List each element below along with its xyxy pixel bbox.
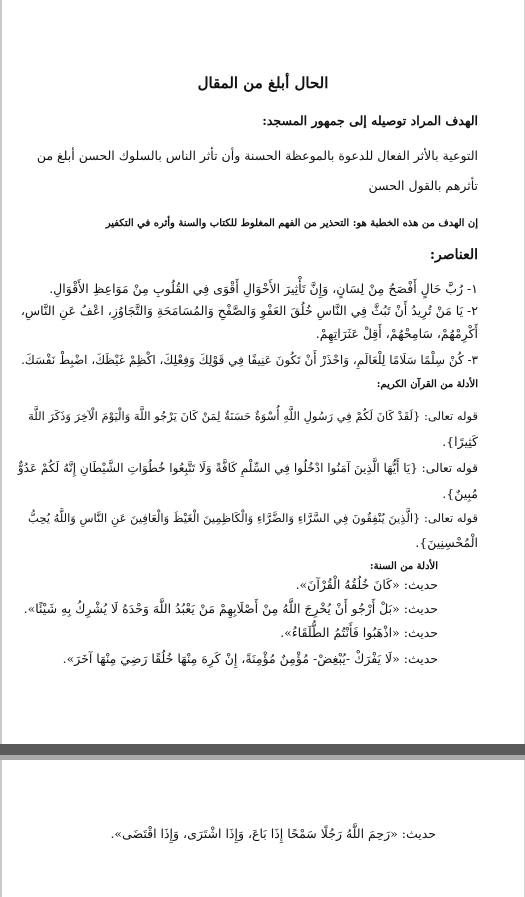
element-item-1: ١- رُبَّ حَالٍ أَفْصَحُ مِنْ لِسَانٍ، وَإِنَّ تَأْثِيرَ الأَحْوَالِ أَقْوَى فِي القُلُوبِ مِنْ مَوَاعِظِ الأَقْوَالِ. — [49, 281, 478, 296]
sermon-goal: إن الهدف من هذه الخطبة هو: التحذير من الفهم المغلوط للكتاب والسنة وأثره في التكفير — [105, 218, 478, 229]
sunnah-heading: الأدلة من السنة: — [369, 561, 438, 572]
page-separator — [0, 744, 525, 755]
quran-verse-2: قوله تعالى: {يَا أَيُّهَا الَّذِينَ آمَنُوا ادْخُلُوا فِي السِّلْمِ كَافَّةً وَلَا تَتَّبِعُوا خُطُوَاتِ الشَّيْطَانِ إِنَّهُ لَكُمْ عَدُوٌّ — [17, 461, 478, 475]
goal-heading: الهدف المراد توصيله إلى جمهور المسجد: — [262, 113, 478, 128]
quran-verse-2-end: مُبِينٌ}. — [442, 486, 478, 501]
element-item-3: ٣- كُنْ سِلْمًا سَلَامًا لِلْعَالَمِ، وَاحْذَرْ أَنْ تَكُونَ عَنِيفًا فِي قَوْلِكَ وَفِعْلِكَ، اكْظِمْ غَيْظَكَ، اضْبِطْ نَفْسَكَ. — [21, 353, 478, 367]
quran-verse-3-end: الْمُحْسِنِينَ}. — [415, 535, 478, 550]
element-item-2: ٢- يَا مَنْ تُرِيدُ أَنْ تَبُثَّ فِي النَّاسِ خُلُقَ العَفْوِ وَالصَّفْحِ وَالمُسَامَحَةِ وَالتَّجَاوُزِ، اعْفُ عَنِ النَّاسِ، — [20, 303, 478, 318]
hadith-3: حديث: «اذْهَبُوا فَأَنْتُمُ الطُّلَقَاءُ». — [280, 625, 438, 640]
page2-hadith: حديث: «رَحِمَ اللَّهُ رَجُلًا سَمْحًا إِذَا بَاعَ، وَإِذَا اشْتَرَى، وَإِذَا اقْتَضَى». — [110, 826, 436, 841]
document-page-2 — [2, 760, 524, 897]
element-item-2-continued: أَكْرِمْهُمْ، سَامِحْهُمْ، أَقِلْ عَثَرَاتِهِمْ. — [315, 326, 478, 341]
quran-heading: الأدلة من القرآن الكريم: — [376, 379, 478, 390]
elements-heading: العناصر: — [429, 247, 478, 263]
document-page-1 — [2, 0, 524, 744]
goal-text-line-1: التوعية بالأثر الفعال للدعوة بالموعظة الحسنة وأن تأثر الناس بالسلوك الحسن أبلغ من — [36, 148, 478, 163]
quran-verse-3: قوله تعالى: {الَّذِينَ يُنْفِقُونَ فِي السَّرَّاءِ وَالضَّرَّاءِ وَالْكَاظِمِينَ الْغَيْظَ وَالْعَافِينَ عَنِ النَّاسِ وَاللَّهُ يُحِبُّ — [28, 511, 478, 525]
hadith-4: حديث: «لَا يَفْرَكْ -يُبْغِضْ- مُؤْمِنٌ مُؤْمِنَةً، إِنْ كَرِهَ مِنْهَا خُلُقًا رَضِيَ مِنْهَا آخَرَ». — [62, 651, 438, 666]
document-title: الحال أبلغ من المقال — [197, 74, 329, 92]
hadith-1: حديث: «كَانَ خُلُقُهُ الْقُرْآنَ». — [295, 577, 438, 592]
goal-text-line-2: تأثرهم بالقول الحسن — [368, 178, 478, 193]
hadith-2: حديث: «بَلْ أَرْجُو أَنْ يُخْرِجَ اللَّهُ مِنْ أَصْلَابِهِمْ مَنْ يَعْبُدُ اللَّهَ وَحْدَهُ لَا يُشْرِكُ بِهِ شَيْئًا». — [23, 601, 438, 616]
quran-verse-1-end: كَثِيرًا}. — [442, 434, 478, 449]
quran-verse-1: قوله تعالى: {لَقَدْ كَانَ لَكُمْ فِي رَسُولِ اللَّهِ أُسْوَةٌ حَسَنَةٌ لِمَنْ كَانَ يَرْجُو اللَّهَ وَالْيَوْمَ الْآخِرَ وَذَكَرَ اللَّهَ — [28, 409, 478, 423]
